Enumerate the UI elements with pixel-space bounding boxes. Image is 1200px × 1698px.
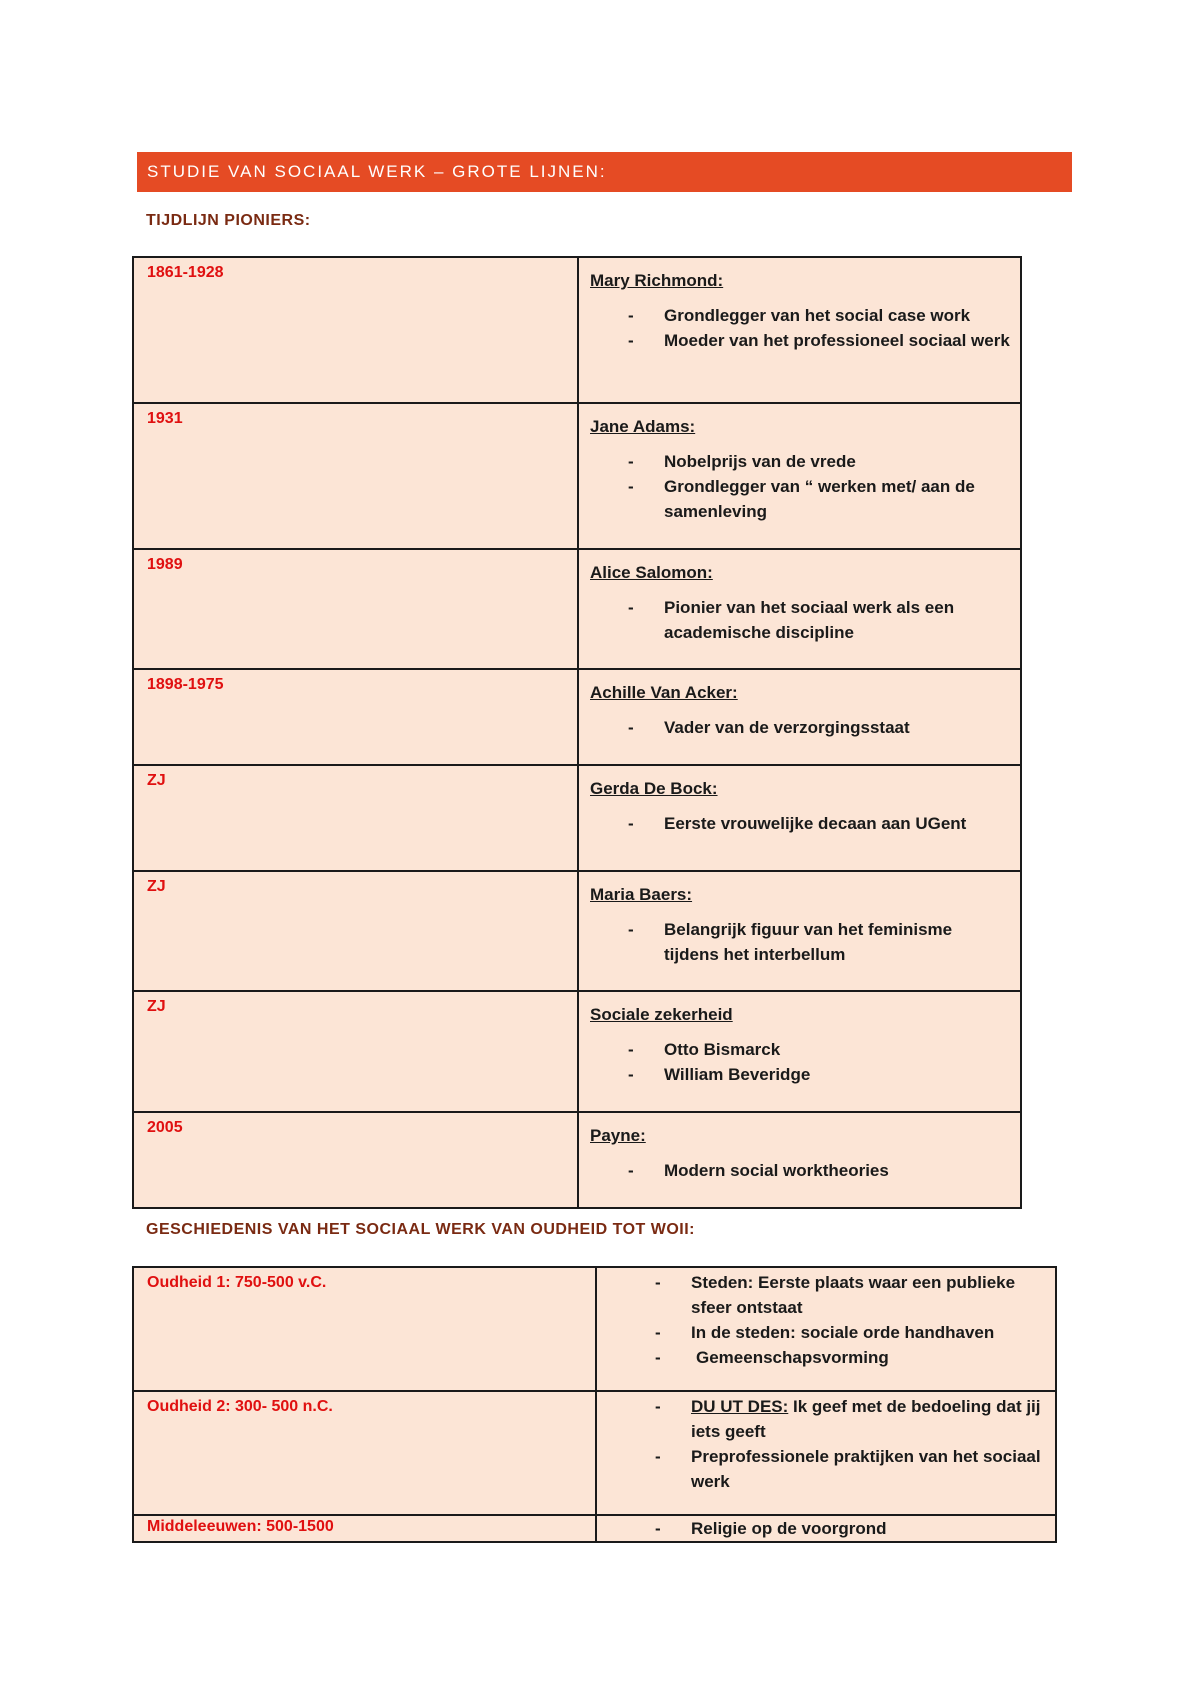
year-cell bbox=[133, 765, 578, 871]
bullet-list bbox=[607, 1516, 1045, 1541]
year-cell bbox=[133, 871, 578, 991]
year-cell bbox=[133, 991, 578, 1112]
person-name: Sociale zekerheid bbox=[590, 1005, 733, 1024]
list-item: - Steden: Eerste plaats waar een publieke sfeer ontstaat bbox=[691, 1270, 1045, 1320]
history-points-cell bbox=[596, 1515, 1056, 1542]
list-item: - Otto Bismarck bbox=[664, 1037, 1010, 1062]
bullet-list bbox=[590, 303, 1010, 353]
person-name: Maria Baers: bbox=[590, 885, 693, 904]
table-row bbox=[133, 991, 1021, 1112]
person-name: Payne: bbox=[590, 1126, 646, 1145]
year-cell bbox=[133, 669, 578, 765]
list-item: - Preprofessionele praktijken van het sociaal werk bbox=[691, 1444, 1045, 1494]
table-row bbox=[133, 765, 1021, 871]
pioneers-heading: TIJDLIJN PIONIERS: bbox=[146, 212, 311, 229]
table-row bbox=[133, 1391, 1056, 1515]
person-cell bbox=[578, 257, 1021, 403]
person-cell bbox=[578, 765, 1021, 871]
year-cell bbox=[133, 257, 578, 403]
pioneers-table bbox=[132, 256, 1022, 1209]
person-cell bbox=[578, 669, 1021, 765]
person-name: Gerda De Bock: bbox=[590, 779, 718, 798]
bullet-list bbox=[590, 1037, 1010, 1087]
table-row bbox=[133, 257, 1021, 403]
bullet-list bbox=[590, 449, 1010, 524]
year-label: 1931 bbox=[147, 410, 183, 427]
list-item: - Grondlegger van het social case work bbox=[664, 303, 1010, 328]
list-item: - Belangrijk figuur van het feminisme tijdens het interbellum bbox=[664, 917, 1010, 967]
list-item: - Modern social worktheories bbox=[664, 1158, 1010, 1183]
list-item: - In de steden: sociale orde handhaven bbox=[691, 1320, 1045, 1345]
person-name: Alice Salomon: bbox=[590, 563, 713, 582]
list-item: - Vader van de verzorgingsstaat bbox=[664, 715, 1010, 740]
period-cell bbox=[133, 1267, 596, 1391]
table-row bbox=[133, 1112, 1021, 1208]
year-label: ZJ bbox=[147, 772, 166, 789]
person-cell bbox=[578, 991, 1021, 1112]
list-item: - Eerste vrouwelijke decaan aan UGent bbox=[664, 811, 1010, 836]
year-cell bbox=[133, 549, 578, 669]
history-points-cell bbox=[596, 1391, 1056, 1515]
table-row bbox=[133, 1267, 1056, 1391]
list-item: - Pionier van het sociaal werk als een academische discipline bbox=[664, 595, 1010, 645]
period-cell bbox=[133, 1391, 596, 1515]
person-cell bbox=[578, 1112, 1021, 1208]
history-table bbox=[132, 1266, 1057, 1543]
table-row bbox=[133, 669, 1021, 765]
year-label: ZJ bbox=[147, 998, 166, 1015]
bullet-list bbox=[590, 715, 1010, 740]
table-row bbox=[133, 403, 1021, 549]
list-item: - Religie op de voorgrond bbox=[691, 1516, 1045, 1541]
person-cell bbox=[578, 549, 1021, 669]
person-cell bbox=[578, 403, 1021, 549]
year-cell bbox=[133, 403, 578, 549]
history-points-cell bbox=[596, 1267, 1056, 1391]
bullet-list bbox=[607, 1394, 1045, 1494]
period-label: Oudheid 1: 750-500 v.C. bbox=[147, 1274, 327, 1291]
table-row bbox=[133, 549, 1021, 669]
bullet-list bbox=[590, 917, 1010, 967]
list-item bbox=[691, 1394, 1045, 1444]
person-name: Jane Adams: bbox=[590, 417, 696, 436]
person-cell bbox=[578, 871, 1021, 991]
bullet-list bbox=[590, 595, 1010, 645]
year-label: 2005 bbox=[147, 1119, 183, 1136]
list-item: - Grondlegger van “ werken met/ aan de samenleving bbox=[664, 474, 1010, 524]
person-name: Achille Van Acker: bbox=[590, 683, 738, 702]
year-label: 1898-1975 bbox=[147, 676, 224, 693]
bullet-list bbox=[607, 1270, 1045, 1370]
bullet-list bbox=[590, 1158, 1010, 1183]
latin-phrase-explanation: Ik geef met de bedoeling dat jij iets geeft bbox=[691, 1397, 1041, 1441]
year-label: 1861-1928 bbox=[147, 264, 224, 281]
table-row bbox=[133, 871, 1021, 991]
bullet-list bbox=[590, 811, 1010, 836]
period-cell bbox=[133, 1515, 596, 1542]
list-item: - Nobelprijs van de vrede bbox=[664, 449, 1010, 474]
period-label: Oudheid 2: 300- 500 n.C. bbox=[147, 1398, 333, 1415]
person-name: Mary Richmond: bbox=[590, 271, 724, 290]
list-item: - Gemeenschapsvorming bbox=[691, 1345, 1045, 1370]
year-label: ZJ bbox=[147, 878, 166, 895]
table-row bbox=[133, 1515, 1056, 1542]
year-label: 1989 bbox=[147, 556, 183, 573]
year-cell bbox=[133, 1112, 578, 1208]
period-label: Middeleeuwen: 500-1500 bbox=[147, 1518, 334, 1535]
document-title-banner: STUDIE VAN SOCIAAL WERK – GROTE LIJNEN: bbox=[137, 152, 1072, 192]
list-item: - William Beveridge bbox=[664, 1062, 1010, 1087]
history-heading: GESCHIEDENIS VAN HET SOCIAAL WERK VAN OUDHEID TOT WOII: bbox=[146, 1221, 696, 1238]
latin-phrase: DU UT DES: bbox=[691, 1397, 789, 1416]
list-item: - Moeder van het professioneel sociaal werk bbox=[664, 328, 1010, 353]
